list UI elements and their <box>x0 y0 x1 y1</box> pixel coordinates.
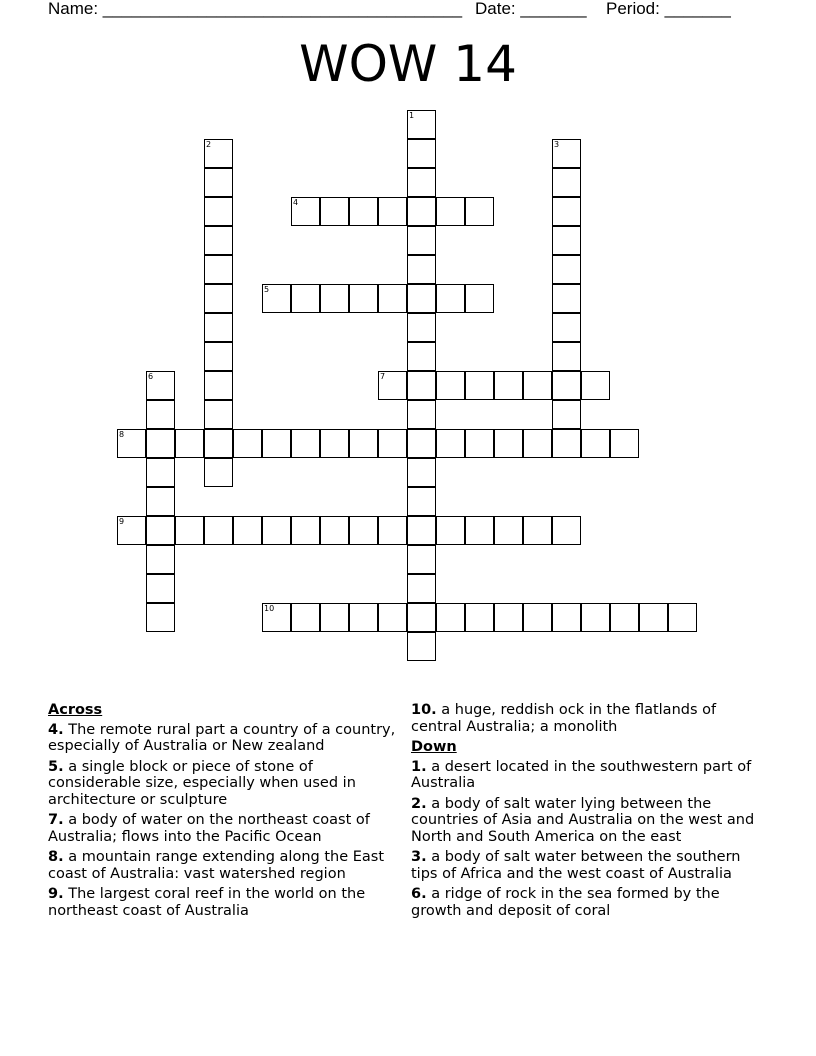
grid-cell[interactable] <box>407 400 436 429</box>
grid-cell[interactable] <box>436 284 465 313</box>
clue-text: a huge, reddish ock in the flatlands of central Australia; a monolith <box>411 702 717 735</box>
clue-text: a single block or piece of stone of considerable size, especially when used in architecture or sculpture <box>48 758 356 808</box>
grid-cell[interactable] <box>552 371 581 400</box>
grid-cell[interactable] <box>494 429 523 458</box>
grid-cell[interactable] <box>407 255 436 284</box>
grid-cell[interactable] <box>146 400 175 429</box>
grid-cell[interactable] <box>407 487 436 516</box>
grid-cell[interactable] <box>465 371 494 400</box>
clue-number-label: 8 <box>119 430 125 439</box>
grid-cell[interactable] <box>407 284 436 313</box>
grid-cell[interactable] <box>349 197 378 226</box>
page-title: WOW 14 <box>299 35 517 93</box>
grid-cell[interactable] <box>407 197 436 226</box>
grid-cell[interactable] <box>204 458 233 487</box>
across-clue <box>411 702 763 735</box>
across-clue <box>48 759 403 809</box>
grid-cell[interactable] <box>407 574 436 603</box>
grid-cell[interactable] <box>233 516 262 545</box>
clue-number: 4. <box>48 721 64 738</box>
clue-number-label: 7 <box>380 372 386 381</box>
grid-cell[interactable] <box>349 284 378 313</box>
grid-cell[interactable] <box>552 226 581 255</box>
grid-cell[interactable] <box>204 516 233 545</box>
clue-text: a mountain range extending along the East coast of Australia: vast watershed region <box>48 849 385 882</box>
grid-cell[interactable] <box>552 255 581 284</box>
grid-cell[interactable] <box>581 603 610 632</box>
clue-number: 9. <box>48 886 64 902</box>
grid-cell[interactable] <box>465 516 494 545</box>
grid-cell[interactable] <box>407 458 436 487</box>
down-clue <box>411 796 763 846</box>
grid-cell[interactable] <box>552 603 581 632</box>
clue-text: a body of water on the northeast coast of Australia; flows into the Pacific Ocean <box>48 812 370 845</box>
grid-cell[interactable] <box>436 197 465 226</box>
grid-cell[interactable] <box>378 284 407 313</box>
clue-number-label: 1 <box>409 111 415 120</box>
grid-cell[interactable] <box>407 342 436 371</box>
clue-number-label: 6 <box>148 372 154 381</box>
grid-cell[interactable] <box>291 284 320 313</box>
grid-cell[interactable] <box>523 371 552 400</box>
grid-cell[interactable] <box>204 400 233 429</box>
across-clue <box>48 849 403 882</box>
clue-text: a ridge of rock in the sea formed by the growth and deposit of coral <box>411 886 720 919</box>
grid-cell[interactable] <box>552 168 581 197</box>
grid-cell[interactable] <box>523 516 552 545</box>
grid-cell[interactable] <box>436 516 465 545</box>
down-clue <box>411 759 763 792</box>
grid-cell[interactable] <box>494 371 523 400</box>
grid-cell[interactable] <box>407 516 436 545</box>
grid-cell[interactable] <box>349 516 378 545</box>
grid-cell[interactable] <box>436 429 465 458</box>
clues-column-right <box>411 702 763 923</box>
grid-cell[interactable] <box>407 545 436 574</box>
grid-cell[interactable] <box>668 603 697 632</box>
grid-cell[interactable] <box>552 342 581 371</box>
grid-cell[interactable] <box>175 516 204 545</box>
grid-cell[interactable] <box>407 313 436 342</box>
grid-cell[interactable] <box>581 429 610 458</box>
clue-number-label: 3 <box>554 140 560 149</box>
clue-number: 8. <box>48 849 64 865</box>
grid-cell[interactable] <box>204 284 233 313</box>
grid-cell[interactable] <box>378 429 407 458</box>
grid-cell[interactable] <box>204 342 233 371</box>
grid-cell[interactable] <box>291 429 320 458</box>
clues-column-left <box>48 702 403 923</box>
grid-cell[interactable] <box>233 429 262 458</box>
clue-number-label: 4 <box>293 198 299 207</box>
grid-cell[interactable] <box>465 284 494 313</box>
clue-number: 5. <box>48 758 64 775</box>
clue-text: The largest coral reef in the world on the northeast coast of Australia <box>48 886 366 919</box>
grid-cell[interactable] <box>320 603 349 632</box>
grid-cell[interactable] <box>320 516 349 545</box>
grid-cell[interactable] <box>204 197 233 226</box>
clue-number: 10. <box>411 702 437 718</box>
clue-text: a body of salt water lying between the countries of Asia and Australia on the west and North and South America on the east <box>411 795 755 845</box>
grid-cell[interactable] <box>204 168 233 197</box>
grid-cell[interactable] <box>639 603 668 632</box>
grid-cell[interactable] <box>204 371 233 400</box>
grid-cell[interactable] <box>465 603 494 632</box>
date-field-label[interactable]: Date: _______ <box>475 0 587 18</box>
period-field-label[interactable]: Period: _______ <box>606 0 731 18</box>
grid-cell[interactable] <box>146 429 175 458</box>
clue-number-label: 5 <box>264 285 270 294</box>
clue-number: 2. <box>411 795 427 812</box>
grid-cell[interactable] <box>146 545 175 574</box>
grid-cell[interactable] <box>349 429 378 458</box>
grid-cell[interactable] <box>378 603 407 632</box>
grid-cell[interactable] <box>581 371 610 400</box>
grid-cell[interactable] <box>523 603 552 632</box>
grid-cell[interactable] <box>436 603 465 632</box>
across-heading: Across <box>48 702 103 718</box>
grid-cell[interactable] <box>146 603 175 632</box>
grid-cell[interactable] <box>407 226 436 255</box>
grid-cell[interactable] <box>610 429 639 458</box>
grid-cell[interactable] <box>291 603 320 632</box>
clue-number-label: 9 <box>119 517 125 526</box>
grid-cell[interactable] <box>552 197 581 226</box>
grid-cell[interactable] <box>552 313 581 342</box>
across-clue <box>48 812 403 845</box>
grid-cell[interactable] <box>378 197 407 226</box>
clue-text: a desert located in the southwestern part of Australia <box>411 758 752 791</box>
grid-cell[interactable] <box>146 458 175 487</box>
grid-cell[interactable] <box>320 284 349 313</box>
grid-cell[interactable] <box>349 603 378 632</box>
grid-cell[interactable] <box>146 516 175 545</box>
clue-number: 1. <box>411 758 427 775</box>
clue-text: a body of salt water between the southern tips of Africa and the west coast of Australia <box>411 849 741 882</box>
clue-number: 3. <box>411 849 427 865</box>
grid-cell[interactable] <box>552 516 581 545</box>
grid-cell[interactable] <box>465 429 494 458</box>
grid-cell[interactable] <box>407 632 436 661</box>
grid-cell[interactable] <box>262 429 291 458</box>
grid-cell[interactable] <box>175 429 204 458</box>
name-field-label[interactable]: Name: ______________________________________ <box>48 0 463 18</box>
down-clue <box>411 849 763 882</box>
grid-cell[interactable] <box>320 429 349 458</box>
grid-cell[interactable] <box>494 516 523 545</box>
grid-cell[interactable] <box>465 197 494 226</box>
grid-cell[interactable] <box>436 371 465 400</box>
grid-cell[interactable] <box>378 516 407 545</box>
clue-number-label: 2 <box>206 140 212 149</box>
grid-cell[interactable] <box>320 197 349 226</box>
down-clue <box>411 886 763 919</box>
grid-cell[interactable] <box>523 429 552 458</box>
clue-number: 7. <box>48 812 64 828</box>
grid-cell[interactable] <box>146 487 175 516</box>
grid-cell[interactable] <box>552 284 581 313</box>
clue-text: The remote rural part a country of a country, especially of Australia or New zealand <box>48 721 396 754</box>
grid-cell[interactable] <box>407 429 436 458</box>
grid-cell[interactable] <box>146 574 175 603</box>
grid-cell[interactable] <box>407 371 436 400</box>
across-clue <box>48 722 403 755</box>
grid-cell[interactable] <box>610 603 639 632</box>
grid-cell[interactable] <box>407 603 436 632</box>
grid-cell[interactable] <box>407 168 436 197</box>
across-clue <box>48 886 403 919</box>
grid-cell[interactable] <box>552 400 581 429</box>
grid-cell[interactable] <box>407 139 436 168</box>
grid-cell[interactable] <box>552 429 581 458</box>
clue-number: 6. <box>411 886 427 902</box>
grid-cell[interactable] <box>204 226 233 255</box>
grid-cell[interactable] <box>204 313 233 342</box>
down-heading: Down <box>411 739 457 755</box>
grid-cell[interactable] <box>494 603 523 632</box>
grid-cell[interactable] <box>204 429 233 458</box>
grid-cell[interactable] <box>204 255 233 284</box>
grid-cell[interactable] <box>291 516 320 545</box>
clue-number-label: 10 <box>264 604 275 613</box>
grid-cell[interactable] <box>262 516 291 545</box>
